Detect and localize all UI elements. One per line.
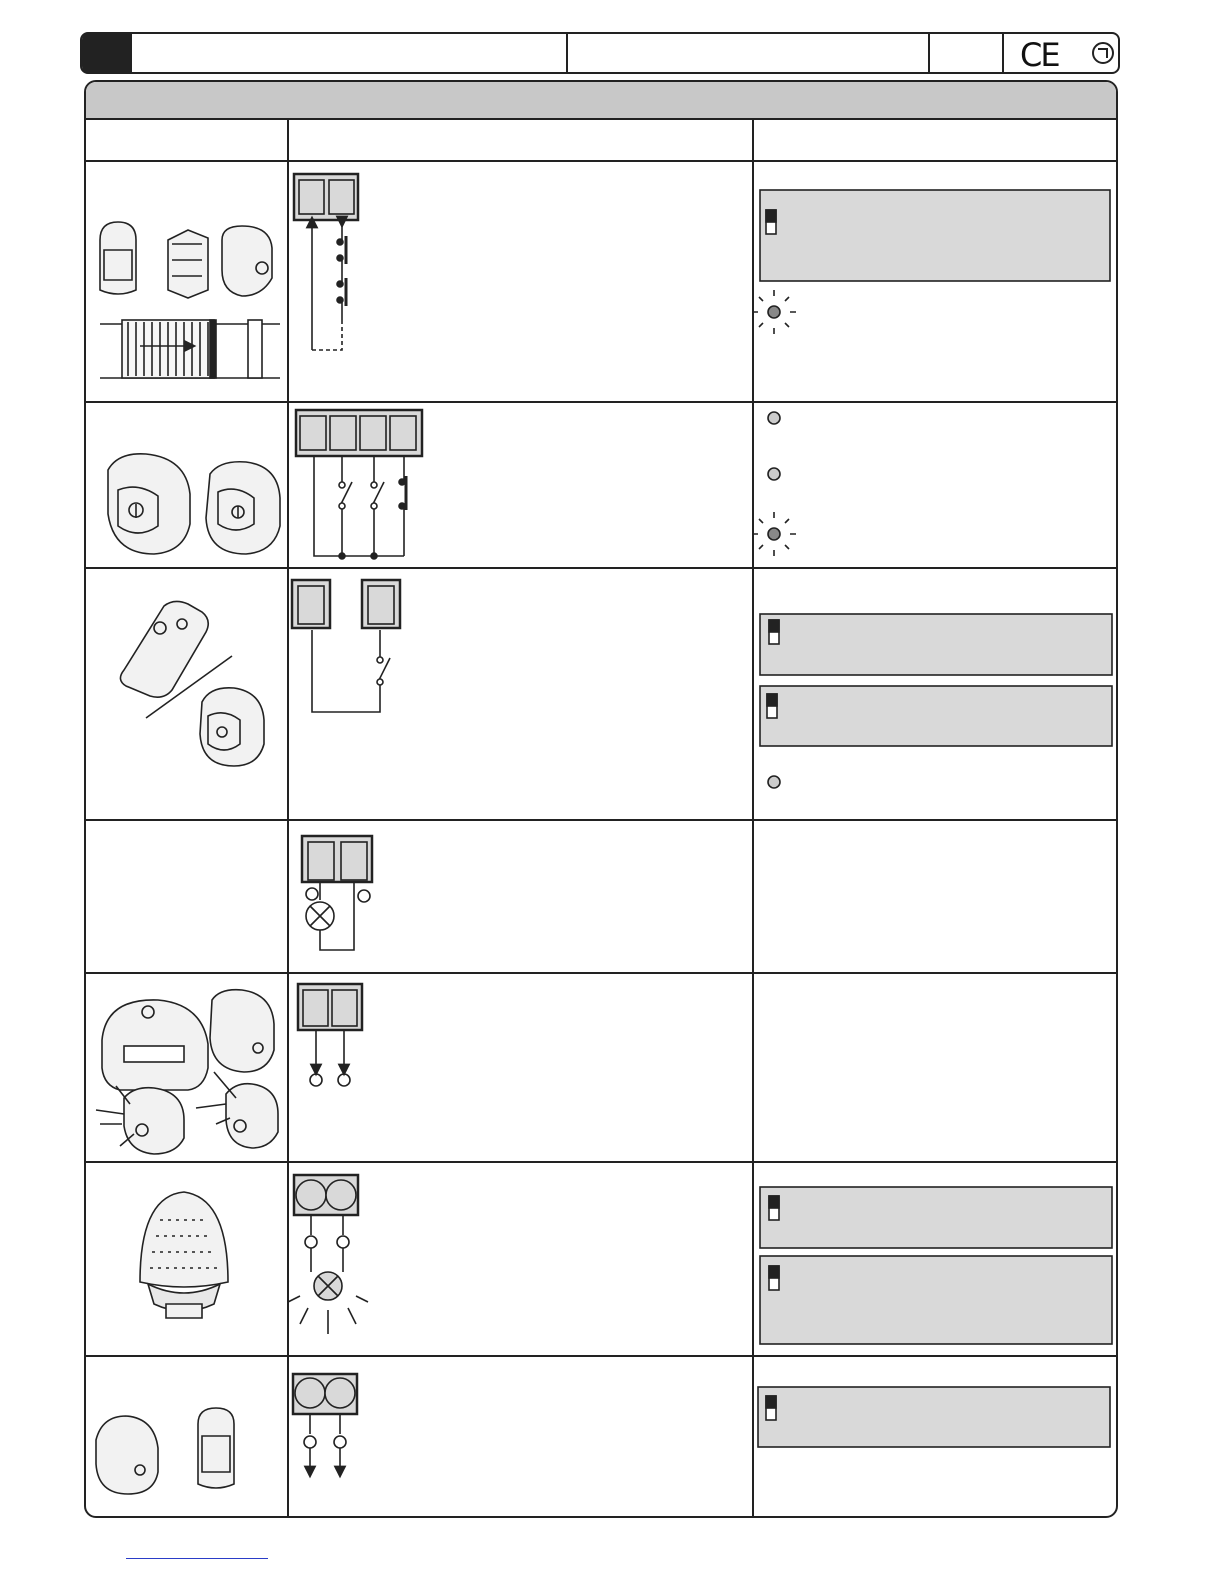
nc-contact-chain (312, 222, 346, 350)
terminal-block (292, 580, 400, 628)
dip-switch-panel (760, 614, 1112, 675)
dip-switch-panel (760, 1187, 1112, 1248)
key-selector-icon (108, 454, 190, 554)
switch-contact (312, 630, 390, 712)
output-terminals (304, 1414, 346, 1472)
terminal-block (296, 410, 422, 456)
terminal-block (302, 836, 372, 882)
ce-mark-icon: CE (1020, 36, 1059, 74)
led-icon (768, 412, 780, 424)
terminal-block (294, 1175, 358, 1215)
blinking-led-icon (752, 290, 796, 334)
lamp-circuit (306, 882, 370, 950)
flashing-light-icon (140, 1192, 228, 1318)
dip-switch-icon (767, 694, 777, 718)
dip-switch-panel (760, 190, 1110, 281)
key-selector-icon (206, 462, 280, 554)
photocell-icon (168, 230, 208, 298)
key-selector-icon (196, 1072, 278, 1148)
switch-contacts (314, 456, 406, 559)
keypad-icon (102, 1000, 208, 1090)
flashing-lamp-circuit (288, 1215, 368, 1334)
dip-switch-icon (769, 1266, 779, 1290)
key-selector-icon (96, 1086, 184, 1154)
gate-icon (100, 320, 280, 378)
dip-switch-icon (766, 210, 776, 234)
photocell-icon (198, 1408, 234, 1488)
led-icon (768, 776, 780, 788)
key-selector-icon (200, 688, 264, 766)
terminal-block (294, 174, 358, 220)
output-terminals (310, 1030, 350, 1086)
terminal-block (298, 984, 362, 1030)
dip-switch-panel (760, 686, 1112, 746)
dip-switch-icon (769, 1196, 779, 1220)
blinking-led-icon (752, 512, 796, 556)
dip-switch-icon (766, 1396, 776, 1420)
photocell-icon (222, 226, 272, 296)
dip-switch-icon (769, 620, 779, 644)
photocell-icon (96, 1416, 158, 1494)
photocell-icon (210, 990, 274, 1072)
dip-switch-panel (760, 1256, 1112, 1344)
photocell-icon (100, 222, 136, 294)
dip-switch-panel (758, 1387, 1110, 1447)
terminal-block (293, 1374, 357, 1414)
led-icon (768, 468, 780, 480)
footer-link-underline[interactable] (126, 1558, 268, 1559)
